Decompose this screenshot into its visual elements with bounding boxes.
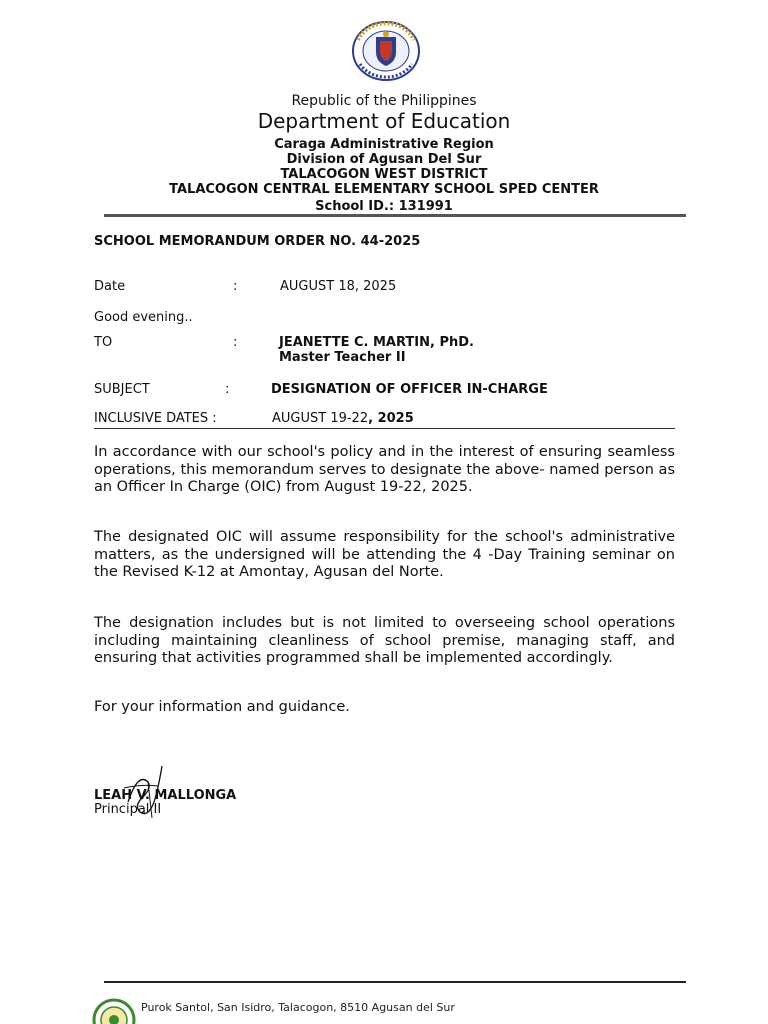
signatory-position: Principal II: [94, 802, 162, 817]
subject-value: DESIGNATION OF OFFICER IN-CHARGE: [271, 382, 548, 397]
region-line: Caraga Administrative Region: [274, 137, 494, 152]
recipient-name: JEANETTE C. MARTIN, PhD.: [279, 335, 474, 350]
footer-divider: [104, 981, 686, 983]
memo-order-number: SCHOOL MEMORANDUM ORDER NO. 44-2025: [94, 234, 421, 249]
footer-address: Purok Santol, San Isidro, Talacogon, 8510 Agusan del Sur: [141, 1001, 455, 1014]
date-value: AUGUST 18, 2025: [280, 279, 397, 294]
inclusive-dates-year: , 2025: [368, 411, 414, 426]
body-paragraph-3: The designation includes but is not limited to overseeing school operations including maintaining cleanliness of school premise, managing staff, and ensuring that activities programmed shall be implemented accordingly.: [94, 615, 675, 666]
to-colon: :: [233, 335, 238, 350]
date-colon: :: [233, 279, 238, 294]
body-paragraph-1: In accordance with our school's policy and in the interest of ensuring seamless operations, this memorandum serves to designate the above- named person as an Officer In Charge (OIC) from August 19-22, 2025.: [94, 444, 675, 495]
memo-header-underline: [94, 428, 675, 429]
department-title: Department of Education: [257, 109, 511, 133]
school-logo: [92, 998, 136, 1024]
body-paragraph-2: The designated OIC will assume responsibility for the school's administrative matters, as the undersigned will be attending the 4 -Day Training seminar on the Revised K-12 at Amontay, Agusan del Norte.: [94, 529, 675, 580]
inclusive-dates-range: AUGUST 19-22: [272, 411, 369, 426]
recipient-title: Master Teacher II: [279, 350, 406, 365]
to-label: TO: [94, 335, 113, 350]
signatory-name: LEAH V. MALLONGA: [94, 788, 237, 803]
division-line: Division of Agusan Del Sur: [286, 152, 482, 167]
district-line: TALACOGON WEST DISTRICT: [280, 167, 488, 182]
subject-label: SUBJECT: [94, 382, 150, 397]
subject-colon: :: [225, 382, 230, 397]
school-id: School ID.: 131991: [315, 199, 453, 214]
republic-line: Republic of the Philippines: [291, 93, 477, 109]
header-divider: [104, 214, 686, 217]
inclusive-dates-value: [272, 411, 414, 426]
closing-line: For your information and guidance.: [94, 699, 350, 715]
inclusive-dates-label: INCLUSIVE DATES :: [94, 411, 217, 426]
deped-seal-logo: [350, 20, 422, 82]
date-label: Date: [94, 279, 126, 294]
greeting: Good evening..: [94, 310, 193, 325]
school-name: TALACOGON CENTRAL ELEMENTARY SCHOOL SPED CENTER: [169, 182, 599, 197]
